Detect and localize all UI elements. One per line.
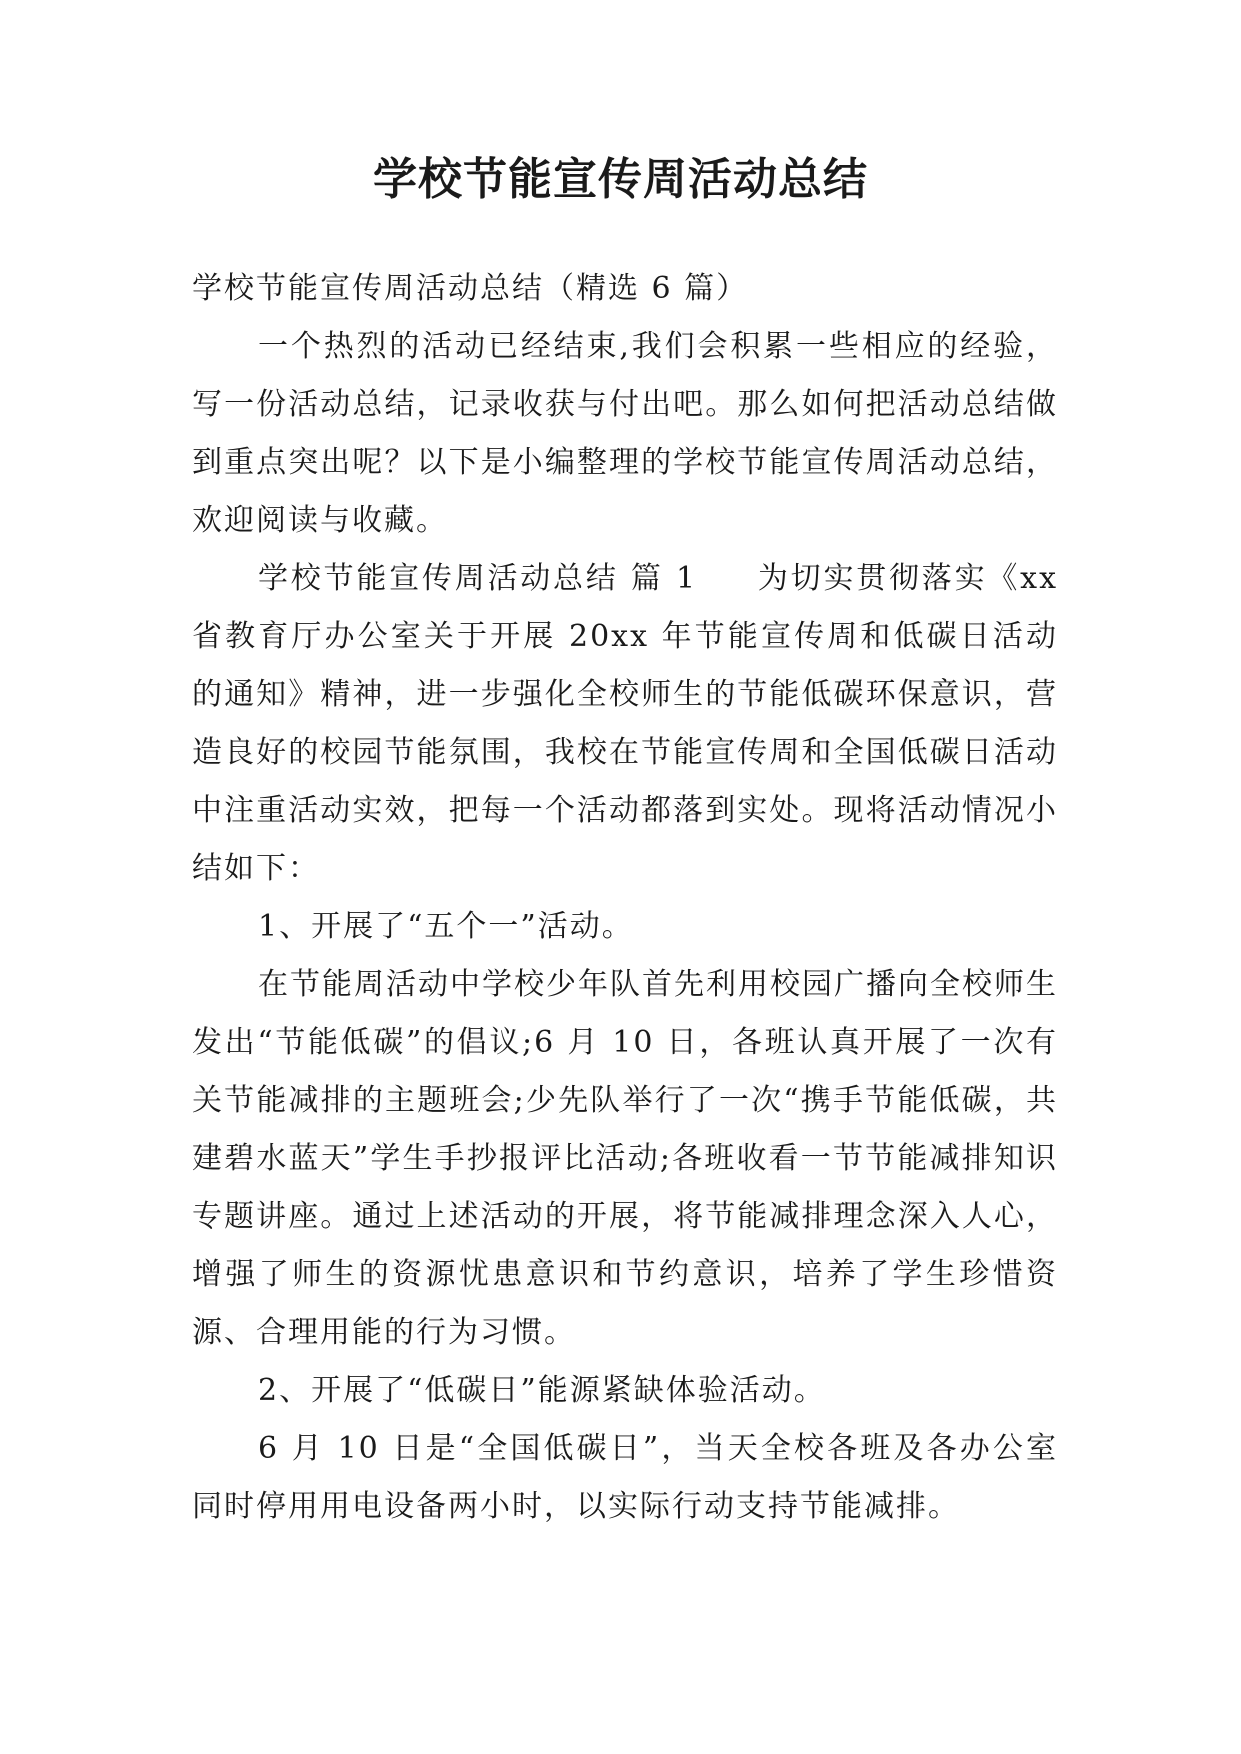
article-1-paragraph [192,550,1058,898]
document-title: 学校节能宣传周活动总结 [373,154,868,205]
article-1-heading: 学校节能宣传周活动总结 篇 1 [258,561,698,596]
article-1-lead: 为切实贯彻落实《xx 省教育厅办公室关于开展 20xx 年节能宣传周和低碳日活动的通知》精神，进一步强化全校师生的节能低碳环保意识，营造良好的校园节能氛围，我校在节能宣传周和全国低碳日活动中注重活动实效，把每一个活动都落到实处。现将活动情况小结如下： [192,561,1058,886]
section-2-title: 2、开展了“低碳日”能源紧缺体验活动。 [258,1373,826,1408]
document-subtitle: 学校节能宣传周活动总结（精选 6 篇） [192,271,749,306]
section-2-body: 6 月 10 日是“全国低碳日”，当天全校各班及各办公室同时停用用电设备两小时，以实际行动支持节能减排。 [192,1431,1058,1524]
document-body [192,260,1058,1536]
section-1-body: 在节能周活动中学校少年队首先利用校园广播向全校师生发出“节能低碳”的倡议;6 月 10 日，各班认真开展了一次有关节能减排的主题班会;少先队举行了一次“携手节能低碳，共建碧水蓝天”学生手抄报评比活动;各班收看一节节能减排知识专题讲座。通过上述活动的开展，将节能减排理念深入人心，增强了师生的资源忧患意识和节约意识，培养了学生珍惜资源、合理用能的行为习惯。 [192,967,1058,1350]
section-1-title: 1、开展了“五个一”活动。 [258,909,634,944]
intro-paragraph: 一个热烈的活动已经结束,我们会积累一些相应的经验，写一份活动总结，记录收获与付出吧。那么如何把活动总结做到重点突出呢？以下是小编整理的学校节能宣传周活动总结，欢迎阅读与收藏。 [192,329,1058,538]
